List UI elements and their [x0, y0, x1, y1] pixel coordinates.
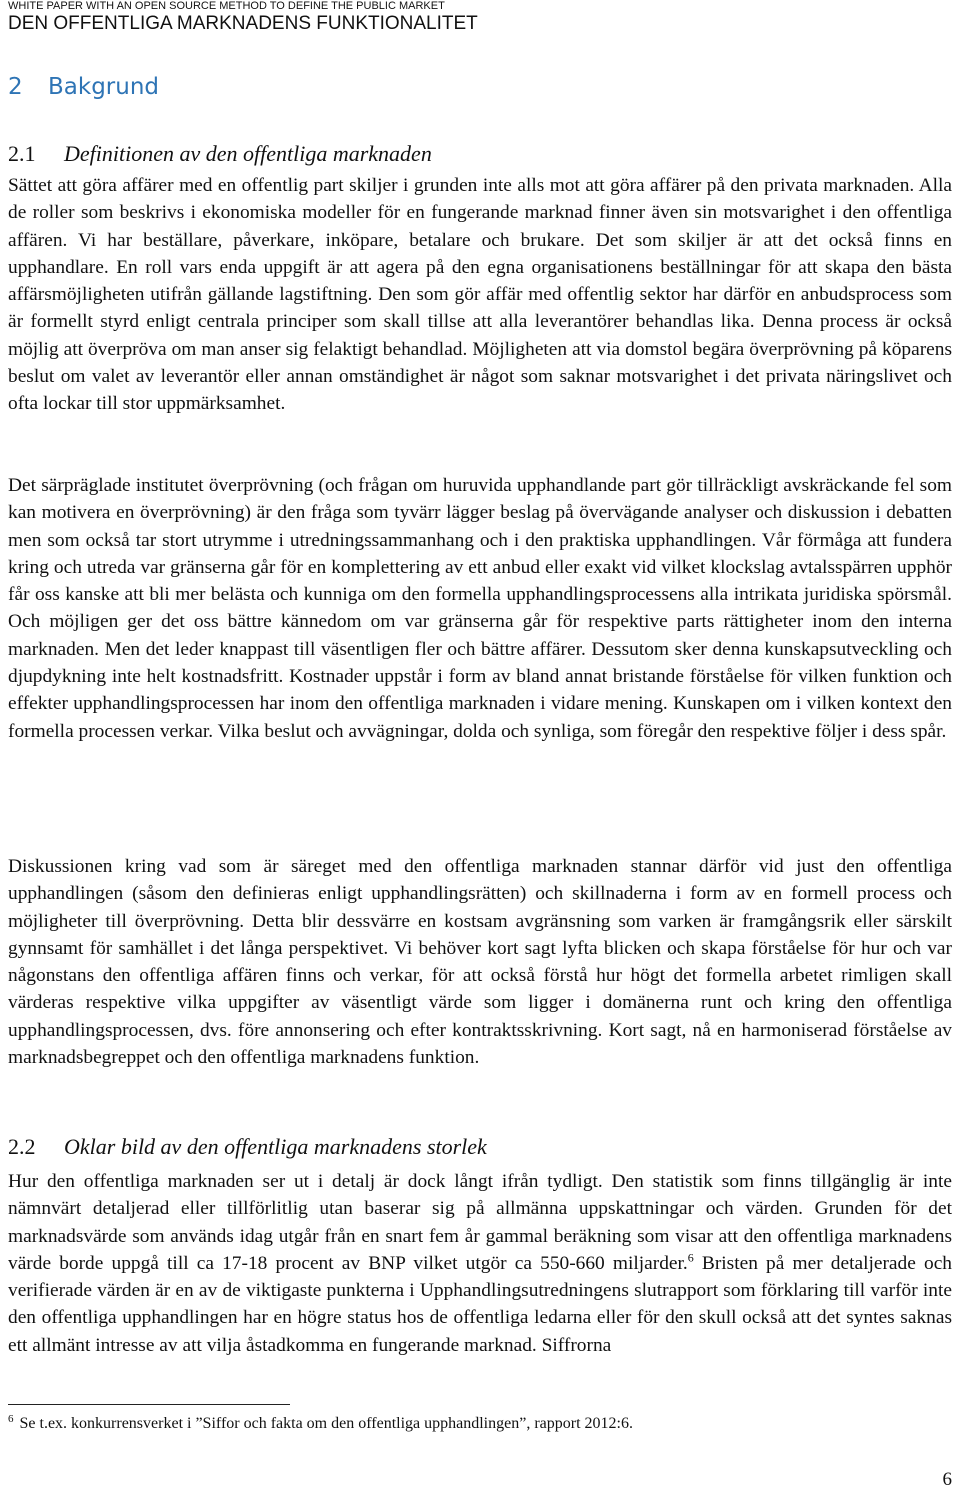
running-header-english: WHITE PAPER WITH AN OPEN SOURCE METHOD TO DEFINE THE PUBLIC MARKET	[8, 0, 445, 12]
chapter-heading	[8, 72, 948, 102]
footnote-separator	[8, 1404, 290, 1405]
paragraph-text: Hur den offentliga marknaden ser ut i detalj är dock långt ifrån tydligt. Den statistik som finns tillgänglig är inte nämnvärt detaljerad eller tillförlitlig utan baserar sig på allmänna uppskattningar och värden. Grunden för det marknadsvärde som används idag utgår från en snart fem år gammal beräkning som visar att den offentliga marknadens värde borde uppgå till ca 17-18 procent av BNP vilket utgör ca 550-660 miljarder.	[8, 1171, 952, 1274]
chapter-title: Bakgrund	[48, 74, 160, 100]
section-heading-2-1	[8, 140, 948, 168]
section-number: 2.1	[8, 141, 36, 166]
page-number: 6	[942, 1469, 952, 1490]
section-heading-2-2	[8, 1133, 948, 1161]
paragraph-text: Bristen på mer detaljerade och verifierade värden är en av de viktigaste punkterna i Upphandlingsutredningens slutrapport som förklaring till varför inte den offentliga upphandlingen har en högre status hos de offentliga ledarna eller för den skull också att det syntes saknas ett allmänt intresse av att vilja åstadkomma en fungerande marknad. Siffrorna	[8, 1252, 952, 1356]
footnote	[8, 1413, 952, 1435]
chapter-number: 2	[8, 74, 23, 100]
paragraph-2: Det särpräglade institutet överprövning (och frågan om huruvida upphandlande part gör tillräckligt avskräckande fel som kan motivera en överprövning) är den fråga som tyvärr lägger beslag på övervägande analyser och diskussion i debatten men som också tar stort utrymme i utredningssammanhang och i den praktiska upphandlingen. Vår förmåga att fundera kring och utreda var gränserna går för en komplettering av ett anbud eller exakt vid vilket klockslag avtalsspärren upphör får oss kanske att bli mer belästa och kunniga om den formella upphandlingsprocessens alla intrikata juridiska spörsmål. Och möjligen ger det oss bättre kännedom om var gränserna går för respektive parts rättigheter inom den interna marknaden. Men det leder knappast till väsentligen fler och bättre affärer. Dessutom sker denna kunskapsutveckling och djupdykning inte helt kostnadsfritt. Kostnader uppstår i form av bland annat bristande förståelse för vilken funktion och effekter upphandlingsprocessen har inom den offentliga marknaden i vidare mening. Kunskapen om i vilken kontext den formella processen verkar. Vilka beslut och avvägningar, dolda och synliga, som föregår den respektive följer i dess spår.	[8, 475, 952, 742]
footnote-number: 6	[8, 1412, 14, 1425]
section-title: Oklar bild av den offentliga marknadens storlek	[64, 1134, 487, 1159]
paragraph-4	[8, 1168, 952, 1359]
section-number: 2.2	[8, 1134, 36, 1159]
paragraph-1: Sättet att göra affärer med en offentlig part skiljer i grunden inte alls mot att göra affärer på den privata marknaden. Alla de roller som beskrivs i ekonomiska modeller för en fungerande marknad finner även sin motsvarighet i den offentliga affären. Vi har beställare, påverkare, inköpare, betalare och brukare. Det som skiljer är att det också finns en upphandlare. En roll vars enda uppgift är att agera på den egna organisationens beställningar för att skapa den bästa affärsmöjligheten utifrån gällande lagstiftning. Den som gör affär med offentlig sektor har därför en anbudsprocess som är formellt styrd enligt centrala principer som skall tillse att alla leverantörer behandlas lika. Denna process är också möjlig att överpröva om man anser sig felaktigt behandlad. Möjligheten att via domstol begära överprövning på köparens beslut om valet av leverantör eller annan omständighet är något som saknar motsvarighet i det privata näringslivet och ofta lockar till stor uppmärksamhet.	[8, 175, 952, 415]
paragraph-3: Diskussionen kring vad som är säreget med den offentliga marknaden stannar därför vid just den offentliga upphandlingen (såsom den definieras enligt upphandlingsrätten) och skillnaderna i form av en formell process och möjligheter till överprövning. Detta blir dessvärre en kostsam avgränsning som varken är framgångsrik eller särskilt gynnsamt för samhället i det långa perspektivet. Vi behöver kort sagt lyfta blicken och skapa förståelse för hur och var någonstans den offentliga affären finns och verkar, för att också förstå hur högt det formella arbetet rimligen skall värderas respektive vilka uppgifter av väsentligt värde som ligger i domänerna runt och kring den offentliga upphandlingsprocessen, dvs. före annonsering och efter kontraktsskrivning. Kort sagt, nå en harmoniserad förståelse av marknadsbegreppet och den offentliga marknadens funktion.	[8, 856, 952, 1069]
footnote-reference[interactable]: 6	[687, 1250, 694, 1265]
footnote-text: Se t.ex. konkurrensverket i ”Siffor och fakta om den offentliga upphandlingen”, rapport 2012:6.	[19, 1415, 633, 1432]
section-title: Definitionen av den offentliga marknaden	[64, 141, 432, 166]
running-header-swedish: DEN OFFENTLIGA MARKNADENS FUNKTIONALITET	[8, 13, 478, 34]
